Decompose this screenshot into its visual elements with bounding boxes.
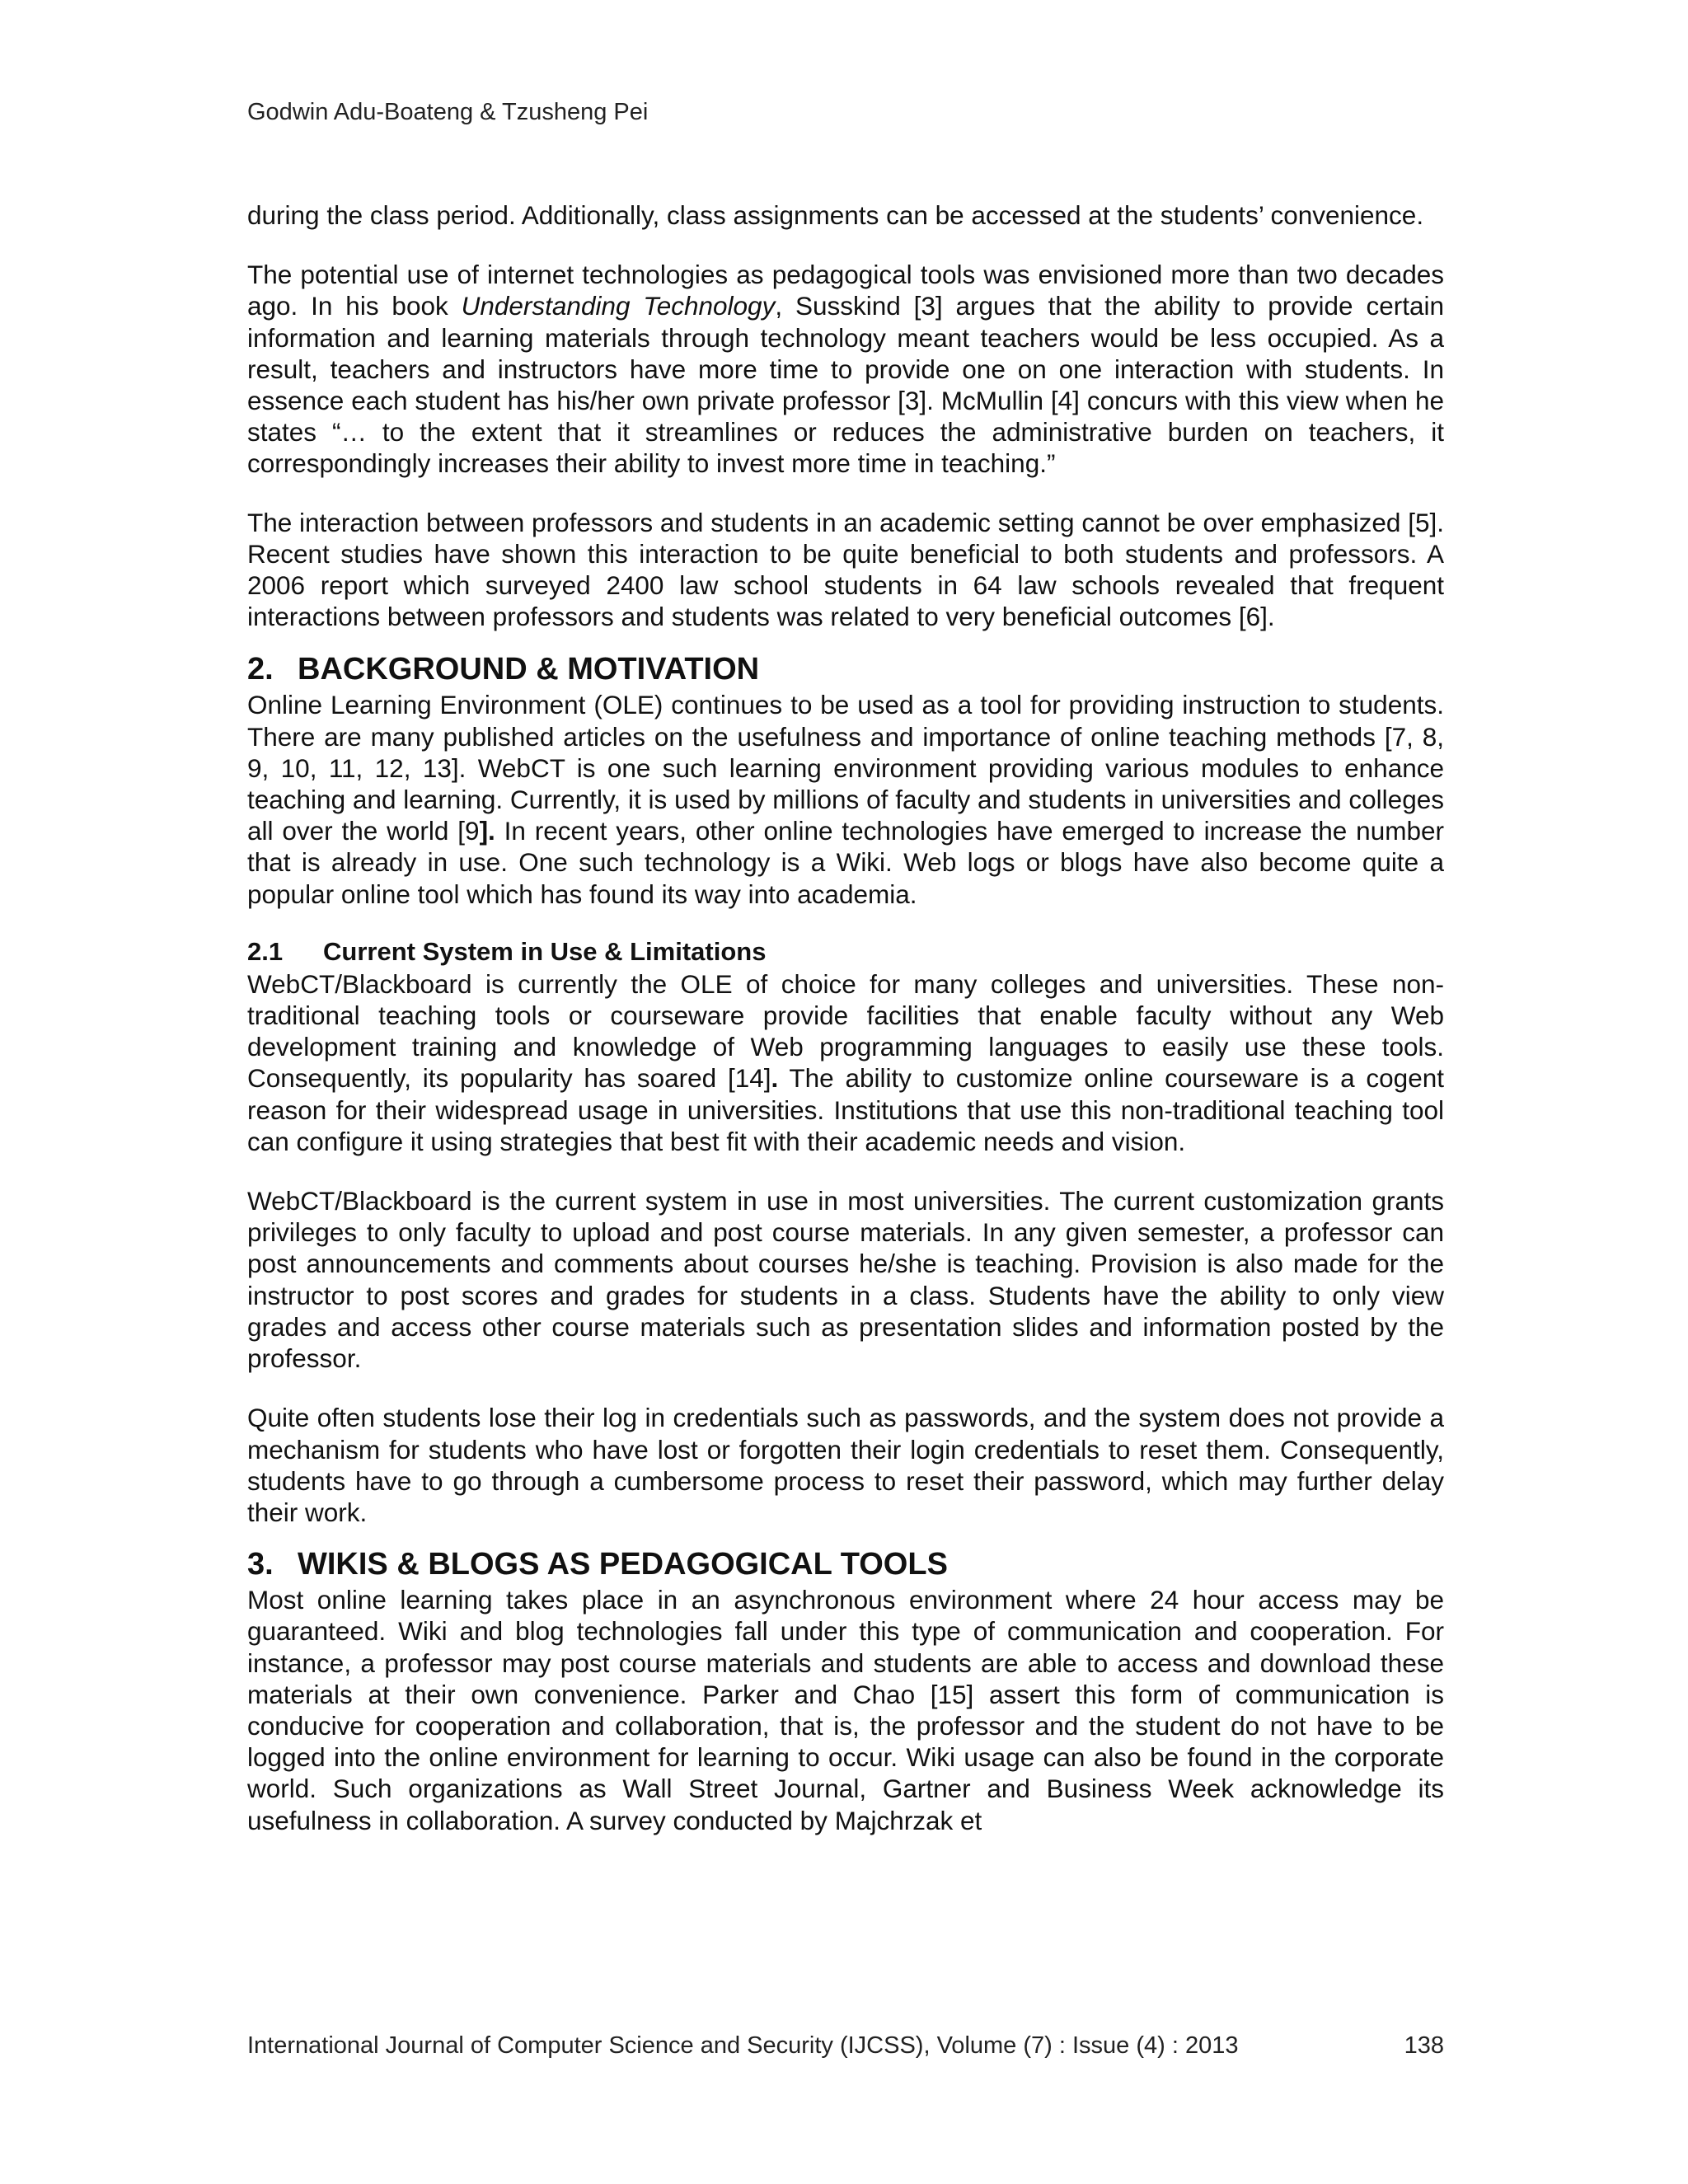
paragraph-text: The potential use of internet technologies as pedagogical tools was envisioned more than two decades ago. In his book xyxy=(247,260,1444,321)
paragraph-text: , Susskind [3] argues that the ability to provide certain information and learning materials through technology meant teachers would be less occupied. As a result, teachers and instructors have more time to provide one on one interaction with students. In essence each student has his/her own private professor [3]. McMullin [4] concurs with this view when he states “… to the extent that it streamlines or reduces the administrative burden on teachers, it correspondingly increases their ability to invest more time in teaching.” xyxy=(247,291,1444,479)
section-number: 2. xyxy=(247,652,274,687)
paragraph-pedagogical-tools xyxy=(247,259,1444,479)
paragraph-webct-choice xyxy=(247,968,1444,1157)
paragraph-ole xyxy=(247,689,1444,909)
subsection-number: 2.1 xyxy=(247,936,284,966)
paragraph-text: WebCT/Blackboard is currently the OLE of choice for many colleges and universities. These non-traditional teaching tools or courseware provide facilities that enable faculty without any Web development training and knowledge of Web programming languages to easily use these tools. Consequently, its popularity has soared [14] xyxy=(247,968,1444,1094)
paragraph-text: In recent years, other online technologies have emerged to increase the number that is already in use. One such technology is a Wiki. Web logs or blogs have also become quite a popular online tool which has found its way into academia. xyxy=(247,816,1444,909)
paragraph-asynchronous: Most online learning takes place in an asynchronous environment where 24 hour access may be guaranteed. Wiki and blog technologies fall under this type of communication and cooperation. For instance, a professor may post course materials and students are able to access and download these materials at their own convenience. Parker and Chao [15] assert this form of communication is conducive for cooperation and collaboration, that is, the professor and the student do not have to be logged into the online environment for learning to occur. Wiki usage can also be found in the corporate world. Such organizations as Wall Street Journal, Gartner and Business Week acknowledge its usefulness in collaboration. A survey conducted by Majchrzak et xyxy=(247,1585,1444,1835)
section-title: WIKIS & BLOGS AS PEDAGOGICAL TOOLS xyxy=(298,1547,948,1582)
subsection-title: Current System in Use & Limitations xyxy=(323,936,767,966)
page-content xyxy=(247,199,1444,1836)
bold-punctuation: ]. xyxy=(479,816,495,846)
book-title: Understanding Technology xyxy=(461,291,776,321)
subsection-heading-2-1 xyxy=(247,935,1444,968)
journal-citation: International Journal of Computer Science and Security (IJCSS), Volume (7) : Issue (4) : 2013 xyxy=(247,2032,1239,2059)
paragraph-continuation: during the class period. Additionally, class assignments can be accessed at the students’ convenience. xyxy=(247,200,1424,230)
running-footer xyxy=(247,2031,1444,2060)
paragraph-webct-current: WebCT/Blackboard is the current system in use in most universities. The current customization grants privileges to only faculty to upload and post course materials. In any given semester, a professor can post announcements and comments about courses he/she is teaching. Provision is also made for the instructor to post scores and grades for students in a class. Students have the ability to only view grades and access other course materials such as presentation slides and information posted by the professor. xyxy=(247,1186,1444,1374)
section-number: 3. xyxy=(247,1547,274,1582)
section-title: BACKGROUND & MOTIVATION xyxy=(298,652,760,687)
paragraph-text: Online Learning Environment (OLE) continues to be used as a tool for providing instruction to students. There are many published articles on the usefulness and importance of online teaching methods [7, 8, 9, 10, 11, 12, 13]. WebCT is one such learning environment providing various modules to enhance teaching and learning. Currently, it is used by millions of faculty and students in universities and colleges all over the world [9 xyxy=(247,690,1444,846)
paragraph-text: The ability to customize online courseware is a cogent reason for their widespread usage in universities. Institutions that use this non-traditional teaching tool can configure it using strategies that best fit with their academic needs and vision. xyxy=(247,1063,1444,1156)
paragraph-credentials: Quite often students lose their log in credentials such as passwords, and the system does not provide a mechanism for students who have lost or forgotten their login credentials to reset them. Consequently, students have to go through a cumbersome process to reset their password, which may further delay their work. xyxy=(247,1403,1444,1527)
bold-punctuation: . xyxy=(771,1063,779,1094)
section-heading-2 xyxy=(247,649,1444,689)
page-number: 138 xyxy=(1404,2032,1444,2059)
section-heading-3 xyxy=(247,1544,1444,1584)
paragraph-interaction: The interaction between professors and students in an academic setting cannot be over emphasized [5]. Recent studies have shown this interaction to be quite beneficial to both students and professors. A 2006 report which surveyed 2400 law school students in 64 law schools revealed that frequent interactions between professors and students was related to very beneficial outcomes [6]. xyxy=(247,507,1444,632)
running-header-authors: Godwin Adu-Boateng & Tzusheng Pei xyxy=(247,99,649,125)
